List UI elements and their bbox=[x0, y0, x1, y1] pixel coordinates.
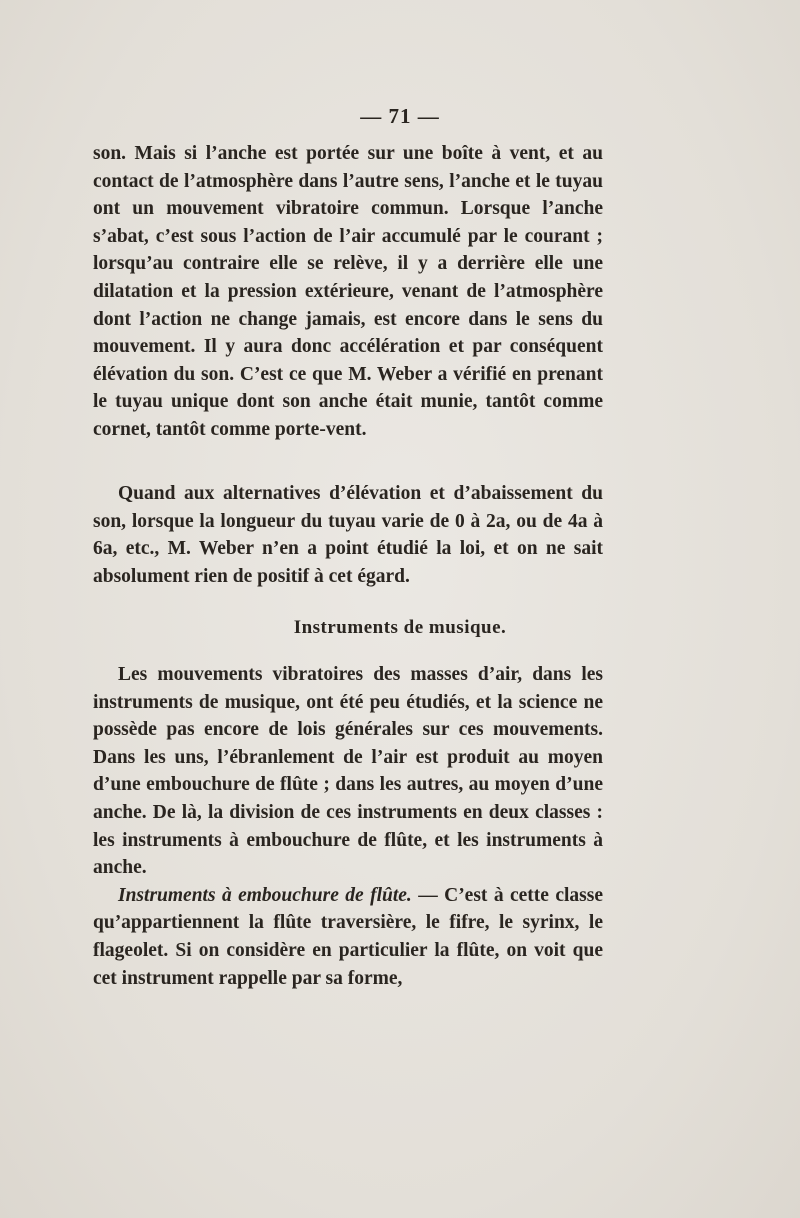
section-heading: Instruments de musique. bbox=[293, 617, 507, 638]
paragraph-continuation: son. Mais si l’anche est portée sur une boîte à vent, et au contact de l’atmosphère dans l’autre sens, l’anche et le tuyau ont un mouvement vibratoire commun. Lorsque l’anche s’abat, c’est sous l’action de l’air accumulé par le courant ; lorsqu’au contraire elle se relève, il y a derrière elle une dilatation et la pression extérieure, venant de l’atmosphère dont l’action ne change jamais, est encore dans le sens du mouvement. Il y aura donc accélération et par conséquent élévation du son. C’est ce que M. Weber a vérifié en prenant le tuyau unique dont son anche était munie, tantôt comme cornet, tantôt comme porte-vent. bbox=[93, 143, 603, 440]
text-block-bottom bbox=[93, 661, 603, 992]
page-number: — 71 — bbox=[360, 104, 440, 128]
paragraph-alternatives: Quand aux alternatives d’élévation et d’abaissement du son, lorsque la longueur du tuyau varie de 0 à 2a, ou de 4a à 6a, etc., M. Weber n’en a point étudié la loi, et on ne sait absolument rien de positif à cet égard. bbox=[93, 483, 603, 587]
paragraph-flute-text: — C’est à cette classe qu’appartiennent la flûte traversière, le fifre, le syrinx, le flageolet. Si on considère en particulier la flûte, on voit que cet instrument rappelle par sa forme, bbox=[93, 884, 603, 989]
paragraph-instruments: Les mouvements vibratoires des masses d’air, dans les instruments de musique, ont été peu étudiés, et la science ne possède pas encore de lois générales sur ces mouvements. Dans les uns, l’ébranlement de l’air est produit au moyen d’une embouchure de flûte ; dans les autres, au moyen d’une anche. De là, la division de ces instruments en deux classes : les instruments à embouchure de flûte, et les instruments à anche. bbox=[93, 664, 603, 879]
text-block-top bbox=[93, 140, 603, 444]
run-in-heading: Instruments à embouchure de flûte. bbox=[118, 884, 412, 906]
paragraph-flute bbox=[93, 882, 603, 992]
text-block-middle bbox=[93, 480, 603, 590]
